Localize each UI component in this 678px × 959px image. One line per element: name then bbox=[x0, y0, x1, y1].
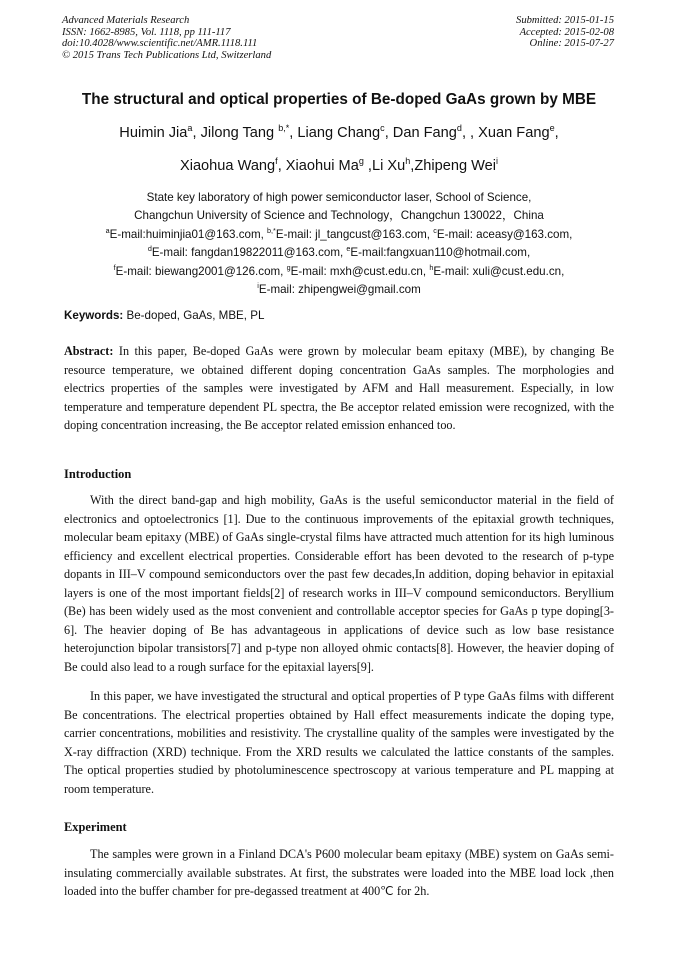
journal-header-left bbox=[62, 15, 271, 61]
paragraph-text: In this paper, we have investigated the structural and optical properties of P type GaAs films with different Be concentrations. The electrical properties obtained by Hall effect measurements indicate the doping type, carrier concentrations, mobilities and resistivity. The crystalline quality of the samples were investigated by the X-ray diffraction (XRD) technique. From the XRD results we calculated the lattice constants of the samples. The optical properties studied by photoluminescence spectroscopy at various temperature and PL mapping at room temperature. bbox=[64, 689, 614, 796]
affiliation-line: Changchun University of Science and Technology，Changchun 130022，China bbox=[134, 209, 544, 223]
author-affil-mark: f bbox=[275, 156, 278, 167]
author-name: Xiaohua Wang bbox=[179, 158, 276, 174]
author-name: , , Xuan Fang bbox=[461, 125, 550, 141]
journal-name: Advanced Materials Research bbox=[62, 15, 190, 26]
author-name: ,Li Xu bbox=[363, 158, 406, 174]
introduction-paragraph-1 bbox=[64, 491, 614, 676]
author-affil-mark: d bbox=[456, 123, 462, 134]
author-name: , Dan Fang bbox=[384, 125, 457, 141]
author-name: , Liang Chang bbox=[289, 125, 381, 141]
section-heading-experiment: Experiment bbox=[64, 820, 127, 834]
affiliation-line: State key laboratory of high power semiconductor laser, School of Science, bbox=[146, 191, 532, 204]
author-affil-mark: e bbox=[549, 123, 555, 134]
author-affil-mark: a bbox=[187, 123, 193, 134]
author-name: Huimin Jia bbox=[119, 125, 188, 141]
keywords-text: Be-doped, GaAs, MBE, PL bbox=[123, 309, 265, 322]
online-date: Online: 2015-07-27 bbox=[529, 38, 614, 50]
paragraph-text: The samples were grown in a Finland DCA's P600 molecular beam epitaxy (MBE) system on GaAs semi-insulating commercially available substrates. At first, the substrates were loaded into the MBE load lock ,then loaded into the buffer chamber for pre-degassed treatment at 400℃ for 2h. bbox=[64, 847, 614, 899]
abstract bbox=[64, 342, 614, 435]
copyright-line: © 2015 Trans Tech Publications Ltd, Switzerland bbox=[62, 49, 272, 61]
paragraph-text: With the direct band-gap and high mobility, GaAs is the useful semiconductor material in the field of electronics and optoelectronics [1]. Due to the continuous improvements of the epitaxial growth techniques, molecular beam epitaxy (MBE) of GaAs single-crystal films have attracted much attention for its high luminous efficiency and excellent electrical properties. Considerable effort has been devoted to the research of p-type dopants in III–V compound semiconductors over the past few decades,In addition, doping behavior in epitaxial layers is one of the most important fields[2] of research works in III–V compound semiconductors. Beryllium (Be) has been widely used as the most convenient and controllable acceptor species for GaAs p type doping[3-6]. The heavier doping of Be has advantageous in applications of device such as low base resistance heterojunction bipolar transistors[7] and p-type non alloyed ohmic contacts[8]. However, the heavier doping of Be could also lead to a rough surface for the epitaxial layers[9]. bbox=[64, 493, 614, 674]
email-line: $^f$E-mail: biewang2001@126.com, $^g$E-mail: mxh@cust.edu.cn, $^h$E-mail: xuli@cust.edu.cn, bbox=[113, 262, 565, 278]
keywords bbox=[64, 309, 264, 322]
submitted-date: Submitted: 2015-01-15 bbox=[516, 15, 614, 26]
journal-header-right bbox=[516, 15, 614, 50]
issn-line: ISSN: 1662-8985, Vol. 1118, pp 111-117 bbox=[62, 26, 231, 38]
paper-title: The structural and optical properties of Be-doped GaAs grown by MBE bbox=[81, 91, 597, 108]
email-line: $^d$E-mail: fangdan19822011@163.com, $^e$E-mail:fangxuan110@hotmail.com, bbox=[147, 244, 531, 260]
author-list-line-2 bbox=[40, 158, 638, 174]
email-line: $^i$E-mail: zhipengwei@gmail.com bbox=[257, 281, 421, 297]
author-list-line-1 bbox=[40, 125, 638, 141]
doi-line: doi:10.4028/www.scientific.net/AMR.1118.111 bbox=[62, 38, 258, 50]
accepted-date: Accepted: 2015-02-08 bbox=[519, 26, 614, 38]
author-name: , Jilong Tang bbox=[192, 125, 279, 141]
author-affil-mark: i bbox=[496, 156, 499, 167]
experiment-paragraph-1 bbox=[64, 845, 614, 901]
abstract-label: Abstract: bbox=[64, 344, 114, 358]
abstract-text: In this paper, Be-doped GaAs were grown by molecular beam epitaxy (MBE), by changing Be resource temperature, we obtained different doping concentration GaAs samples. The morphologies and electrics properties of the samples were investigated by AFM and Hall measurement. Especially, in low temperature and temperature dependent PL spectra, the Be acceptor related emission were recognized, with the doping concentration increasing, the Be acceptor related emission enhanced too. bbox=[64, 344, 614, 433]
author-name: ,Zhipeng Wei bbox=[410, 158, 496, 174]
affiliation-block bbox=[40, 189, 638, 299]
author-name: , Xiaohui Ma bbox=[277, 158, 359, 174]
author-affil-mark: b,* bbox=[278, 123, 290, 134]
author-separator: , bbox=[554, 125, 559, 141]
author-affil-mark: c bbox=[380, 123, 385, 134]
author-affil-mark: h bbox=[405, 156, 411, 167]
author-affil-mark: g bbox=[358, 156, 364, 167]
section-heading-introduction: Introduction bbox=[64, 467, 132, 481]
introduction-paragraph-2 bbox=[64, 687, 614, 798]
keywords-label: Keywords: bbox=[64, 309, 124, 322]
email-line: $^a$E-mail:huiminjia01@163.com, $^{b,*}$E-mail: jl_tangcust@163.com, $^c$E-mail: aceasy@163.com, bbox=[105, 225, 573, 241]
